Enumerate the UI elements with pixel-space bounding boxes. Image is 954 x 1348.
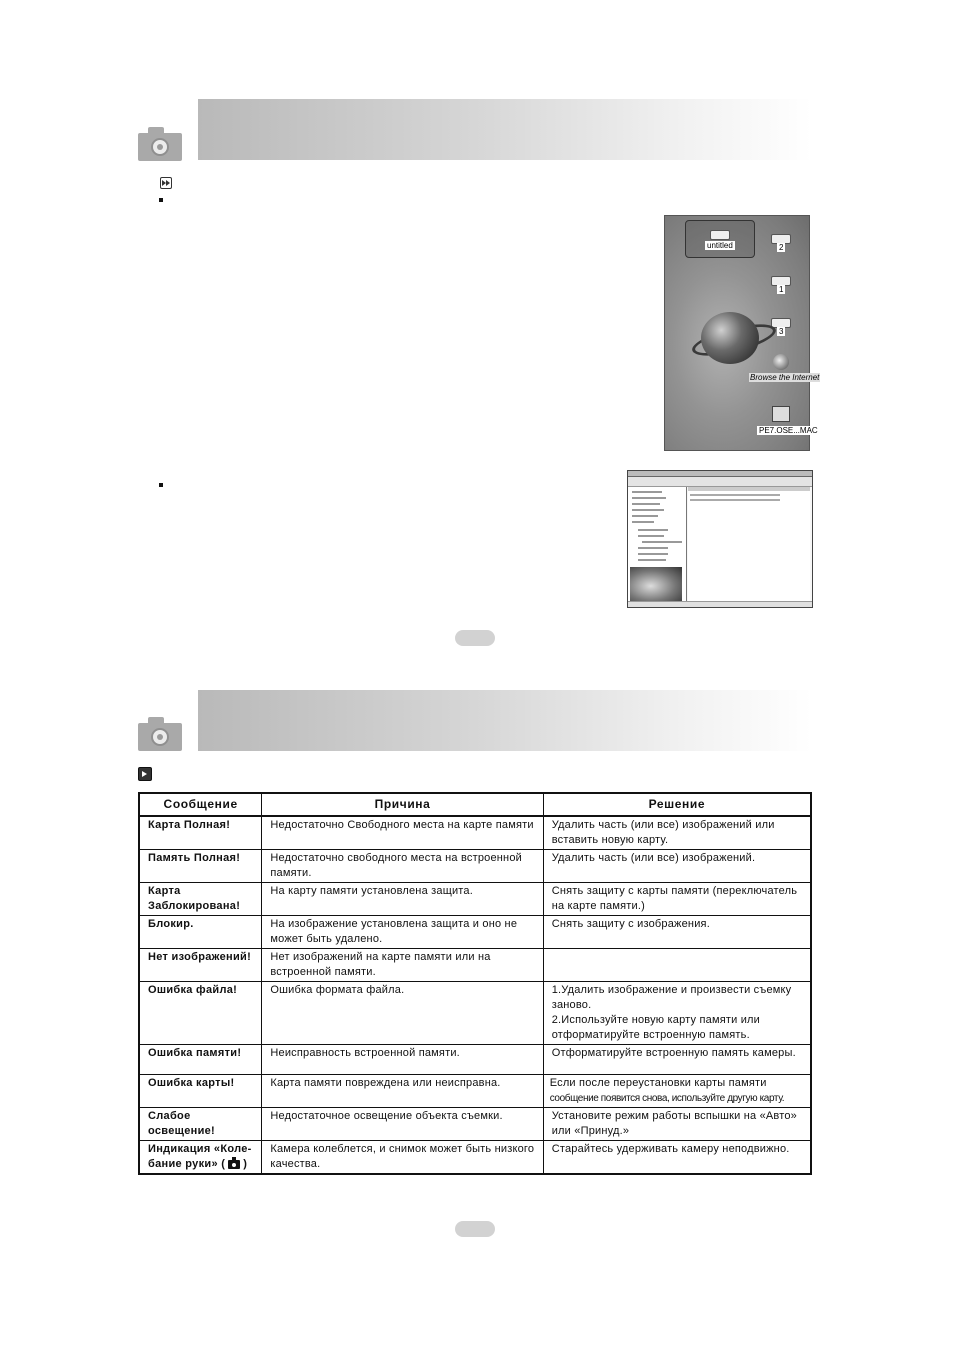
cause-cell: Камера колеблется, и снимок может быть низкого качества.	[262, 1141, 543, 1175]
table-row	[139, 850, 811, 883]
bullet-icon	[159, 198, 163, 202]
page-number-badge	[455, 630, 495, 646]
table-row	[139, 916, 811, 949]
column-header-solution: Решение	[543, 793, 811, 816]
message-cell: Карта Полная!	[139, 816, 262, 850]
browse-label: Browse the Internet	[750, 373, 820, 382]
table-row	[139, 982, 811, 1045]
message-cell: Память Полная!	[139, 850, 262, 883]
table-row	[139, 1075, 811, 1108]
cause-cell: На изображение установлена защита и оно не может быть удалено.	[262, 916, 543, 949]
table-row	[139, 1045, 811, 1075]
solution-cell: Старайтесь удерживать камеру неподвижно.	[543, 1141, 811, 1175]
table-row	[139, 1108, 811, 1141]
page-number-badge	[455, 1221, 495, 1237]
disk-label-untitled: untitled	[707, 241, 733, 250]
solution-cell: Установите режим работы вспышки на «Авто» или «Принуд.»	[543, 1108, 811, 1141]
camera-icon	[138, 717, 182, 751]
table-row	[139, 883, 811, 916]
section-heading-band	[198, 690, 812, 751]
solution-cell	[543, 949, 811, 982]
planet-graphic	[701, 312, 759, 364]
message-cell: Слабое освещение!	[139, 1108, 262, 1141]
message-cell: Ошибка карты!	[139, 1075, 262, 1108]
message-text-end: )	[243, 1158, 248, 1170]
cause-cell: Неисправность встроенной памяти.	[262, 1045, 543, 1075]
disk-label-1: 1	[779, 285, 784, 294]
message-cell	[139, 1141, 262, 1175]
cause-cell: Недостаточно Свободного места на карте памяти	[262, 816, 543, 850]
solution-line: сообщение появится снова, используйте другую карту.	[549, 1093, 785, 1104]
folder-label: PE7.OSE...MAC	[759, 426, 818, 435]
solution-cell: Удалить часть (или все) изображений или вставить новую карту.	[543, 816, 811, 850]
section-heading-band	[198, 99, 812, 160]
cause-cell: Ошибка формата файла.	[262, 982, 543, 1045]
folder-tree	[628, 487, 687, 607]
message-cell: Ошибка памяти!	[139, 1045, 262, 1075]
column-header-message: Сообщение	[139, 793, 262, 816]
file-list	[688, 487, 810, 607]
cause-cell: Недостаточно свободного места на встроенной памяти.	[262, 850, 543, 883]
cause-cell: Недостаточное освещение объекта съемки.	[262, 1108, 543, 1141]
table-row	[139, 816, 811, 850]
message-cell: Карта Заблокирована!	[139, 883, 262, 916]
globe-icon	[773, 354, 789, 370]
disk-icon	[710, 230, 730, 240]
arrow-icon	[138, 767, 152, 781]
double-arrow-icon	[160, 177, 172, 189]
message-cell: Нет изображений!	[139, 949, 262, 982]
column-header-cause: Причина	[262, 793, 543, 816]
file-browser-screenshot	[627, 470, 813, 608]
table-header-row	[139, 793, 811, 816]
solution-cell: Снять защиту с изображения.	[543, 916, 811, 949]
solution-line: Если после переустановки карты памяти	[549, 1077, 767, 1089]
desktop-screenshot	[664, 215, 820, 451]
message-text: Индикация «Коле-бание руки» (	[148, 1143, 252, 1170]
cause-cell: Карта памяти повреждена или неисправна.	[262, 1075, 543, 1108]
folder-icon	[772, 406, 790, 422]
cause-cell: На карту памяти установлена защита.	[262, 883, 543, 916]
disk-label-2: 2	[779, 243, 784, 252]
solution-cell: Снять защиту с карты памяти (переключатель на карте памяти.)	[543, 883, 811, 916]
message-cell: Блокир.	[139, 916, 262, 949]
solution-cell: 1.Удалить изображение и произвести съемку заново. 2.Используйте новую карту памяти или отформатируйте встроенную память.	[543, 982, 811, 1045]
camera-shake-icon	[225, 1157, 243, 1169]
solution-cell: Удалить часть (или все) изображений.	[543, 850, 811, 883]
image-preview	[630, 567, 682, 605]
table-row	[139, 1141, 811, 1175]
camera-icon	[138, 127, 182, 161]
solution-cell: Отформатируйте встроенную память камеры.	[543, 1045, 811, 1075]
table-row	[139, 949, 811, 982]
cause-cell: Нет изображений на карте памяти или на встроенной памяти.	[262, 949, 543, 982]
message-cell: Ошибка файла!	[139, 982, 262, 1045]
error-messages-table	[138, 792, 812, 1175]
solution-cell	[543, 1075, 811, 1108]
disk-label-3: 3	[779, 327, 784, 336]
bullet-icon	[159, 483, 163, 487]
